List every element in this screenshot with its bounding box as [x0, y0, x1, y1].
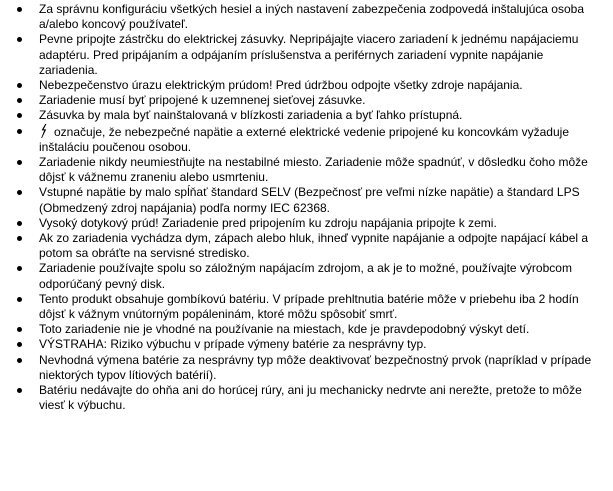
list-item [13, 93, 603, 108]
list-item-text: Vstupné napätie by malo spĺňať štandard SELV (Bezpečnosť pre veľmi nízke napätie) a štandard LPS (Obmedzený zdroj napájania) podľa normy IEC 62368. [39, 185, 580, 215]
bullet-icon [17, 266, 22, 271]
list-item-text: VÝSTRAHA: Riziko výbuchu v prípade výmeny batérie za nesprávny typ. [39, 337, 427, 352]
bullet-icon [17, 342, 22, 347]
list-item [13, 185, 603, 215]
list-item [13, 124, 603, 155]
bullet-icon [17, 7, 22, 12]
bullet-icon [17, 83, 22, 88]
list-item-text: Za správnu konfiguráciu všetkých hesiel a iných nastavení zabezpečenia zodpovedá inštalujúca osoba a/alebo koncový používateľ. [39, 2, 585, 32]
list-item-text: Nevhodná výmena batérie za nesprávny typ môže deaktivovať bezpečnostný prvok (napríklad v prípade niektorých typov lítiových batérií). [39, 352, 592, 382]
bullet-icon [17, 160, 22, 165]
bullet-icon [17, 388, 22, 393]
list-item [13, 2, 603, 32]
list-item-text: Ak zo zariadenia vychádza dym, zápach alebo hluk, ihneď vypnite napájanie a odpojte napájací kábel a potom sa obráťte na servisné stredisko. [39, 231, 589, 261]
list-item [13, 108, 603, 123]
list-item [13, 292, 603, 322]
hazardous-voltage-bolt-icon [39, 124, 48, 138]
list-item [13, 78, 603, 93]
list-item-text: Toto zariadenie nie je vhodné na používanie na miestach, kde je pravdepodobný výskyt detí. [39, 322, 530, 337]
list-item-text: Tento produkt obsahuje gombíkovú batériu. V prípade prehltnutia batérie môže v priebehu iba 2 hodín dôjsť k vážnym vnútorným popáleninám, ktoré môžu spôsobiť smrť. [39, 291, 579, 322]
list-item-text: Batériu nedávajte do ohňa ani do horúcej rúry, ani ju mechanicky nedrvte ani nerežte, pretože to môže viesť k výbuchu. [39, 383, 582, 413]
bullet-icon [17, 358, 22, 363]
bullet-icon [17, 98, 22, 103]
list-item-text: Zariadenie používajte spolu so záložným napájacím zdrojom, a ak je to možné, používajte výrobcom odporúčaný pevný disk. [39, 261, 572, 291]
bullet-icon [17, 190, 22, 195]
bullet-icon [17, 221, 22, 226]
list-item [13, 337, 603, 352]
list-item-text: Zariadenie musí byť pripojené k uzemnenej sieťovej zásuvke. [39, 93, 366, 108]
list-item-text: Pevne pripojte zástrčku do elektrickej zásuvky. Nepripájajte viacero zariadení k jednému napájaciemu adaptéru. Pred pripájaním a odpájaním príslušenstva a periférnych zariadení vypnite napájanie zariadenia. [39, 32, 579, 77]
bullet-icon [17, 297, 22, 302]
bullet-icon [17, 37, 22, 42]
safety-bullet-list [13, 2, 603, 413]
list-item [13, 322, 603, 337]
list-item-text: označuje, že nebezpečné napätie a externé elektrické vedenie pripojené ku koncovkám vyžaduje inštaláciu poučenou osobou. [39, 124, 569, 154]
bullet-icon [17, 236, 22, 241]
list-item [13, 231, 603, 261]
bullet-icon [17, 129, 22, 134]
list-item-text: Zásuvka by mala byť nainštalovaná v blízkosti zariadenia a byť ľahko prístupná. [39, 108, 463, 123]
list-item-text: Zariadenie nikdy neumiestňujte na nestabilné miesto. Zariadenie môže spadnúť, v dôsledku čoho môže dôjsť k vážnemu zraneniu alebo usmrteniu. [39, 155, 588, 185]
list-item [13, 32, 603, 78]
list-item-text: Nebezpečenstvo úrazu elektrickým prúdom! Pred údržbou odpojte všetky zdroje napájania. [39, 78, 523, 93]
list-item-text: Vysoký dotykový prúd! Zariadenie pred pripojením ku zdroju napájania pripojte k zemi. [39, 215, 497, 230]
list-item [13, 261, 603, 291]
list-item [13, 155, 603, 185]
list-item [13, 383, 603, 413]
bullet-icon [17, 113, 22, 118]
list-item [13, 353, 603, 383]
list-item [13, 216, 603, 231]
bullet-icon [17, 327, 22, 332]
